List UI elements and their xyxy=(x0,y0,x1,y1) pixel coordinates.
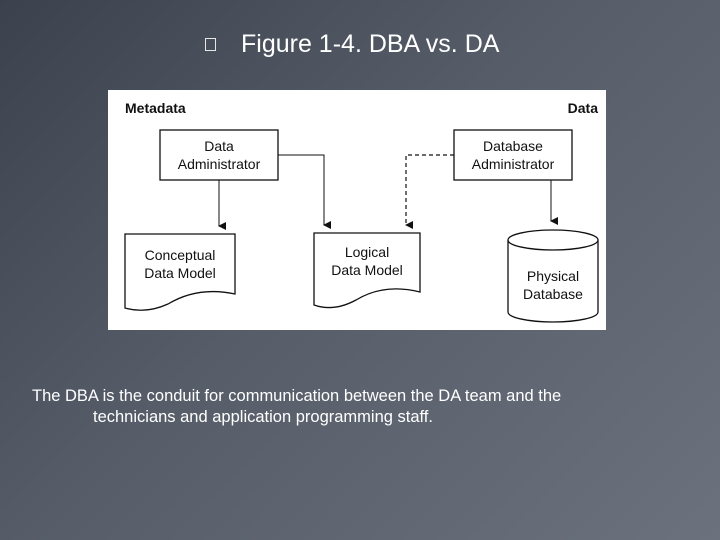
logical-line1: Logical xyxy=(344,244,390,260)
data-header: Data xyxy=(567,100,598,116)
data-administrator-box xyxy=(160,130,278,180)
dashed-arrow-dba-to-logical xyxy=(406,155,454,225)
logical-line2: Data Model xyxy=(331,262,403,278)
data-admin-line1: Data xyxy=(204,138,234,154)
arrow-da-to-logical xyxy=(278,155,324,225)
conceptual-line1: Conceptual xyxy=(144,247,216,263)
conceptual-line2: Data Model xyxy=(144,265,216,281)
physical-line2: Database xyxy=(523,286,583,302)
logical-data-model-document xyxy=(314,233,420,308)
slide-title-text: Figure 1-4. DBA vs. DA xyxy=(241,30,500,58)
diagram-svg xyxy=(108,90,606,330)
physical-line1: Physical xyxy=(526,268,580,284)
slide-title xyxy=(205,30,499,59)
database-administrator-box xyxy=(454,130,572,180)
conceptual-data-model-document xyxy=(125,234,235,310)
physical-database-cylinder xyxy=(508,230,598,322)
metadata-header: Metadata xyxy=(125,100,186,116)
slide-caption xyxy=(32,386,672,428)
bullet-box-icon xyxy=(205,38,216,51)
caption-line1: The DBA is the conduit for communication between the DA team and the xyxy=(32,387,562,405)
db-admin-line1: Database xyxy=(483,138,543,154)
dba-da-diagram xyxy=(108,90,606,330)
data-admin-line2: Administrator xyxy=(177,156,261,172)
caption-line2: technicians and application programming staff. xyxy=(93,408,433,426)
db-admin-line2: Administrator xyxy=(471,156,555,172)
